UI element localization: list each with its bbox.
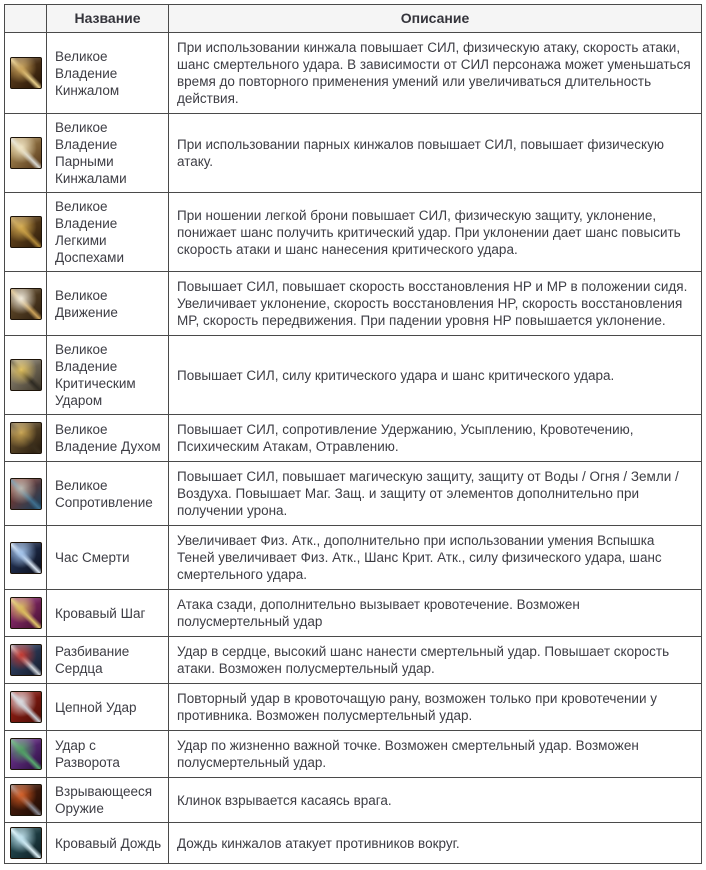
header-row [5,5,702,33]
resistance-icon [10,478,42,510]
skill-name: Кровавый Шаг [47,590,169,637]
skill-icon-cell [5,193,47,272]
skill-description: При использовании кинжала повышает СИЛ, физическую атаку, скорость атаки, шанс смертельного удара. В зависимости от СИЛ персонажа может уменьшаться время до повторного применения умений или увеличиваться длительность действия. [169,33,702,114]
table-row [5,193,702,272]
skills-table-body [5,33,702,864]
table-row [5,823,702,864]
table-row [5,33,702,114]
skills-table-header [5,5,702,33]
skill-icon-cell [5,684,47,731]
skill-icon-cell [5,731,47,778]
skill-description: Увеличивает Физ. Атк., дополнительно при использовании умения Вспышка Теней увеличивает Физ. Атк., Шанс Крит. Атк., силу физического удара, шанс смертельного удара. [169,526,702,590]
skill-name: Великое Владение Кинжалом [47,33,169,114]
spinning-strike-icon [10,738,42,770]
skill-description: Дождь кинжалов атакует противников вокруг. [169,823,702,864]
critical-strike-mastery-icon [10,359,42,391]
table-row [5,526,702,590]
skill-name: Великое Движение [47,272,169,336]
skill-description: Повторный удар в кровоточащую рану, возможен только при кровотечении у противника. Возможен полусмертельный удар. [169,684,702,731]
skill-description: Атака сзади, дополнительно вызывает кровотечение. Возможен полусмертельный удар [169,590,702,637]
movement-mastery-icon [10,288,42,320]
skill-name: Великое Владение Легкими Доспехами [47,193,169,272]
table-row [5,336,702,415]
skill-description: Повышает СИЛ, повышает скорость восстановления HP и MP в положении сидя. Увеличивает уклонение, скорость восстановления HP, скорость восстановления MP, скорость передвижения. При падении уровня HP повышается уклонение. [169,272,702,336]
bloody-rain-icon [10,827,42,859]
skill-icon-cell [5,462,47,526]
skill-description: Удар в сердце, высокий шанс нанести смертельный удар. Повышает скорость атаки. Возможен полусмертельный удар. [169,637,702,684]
skill-icon-cell [5,590,47,637]
skill-description: При ношении легкой брони повышает СИЛ, физическую защиту, уклонение, понижает шанс получить критический удар. При уклонении дает шанс повысить скорость атаки и шанс нанесения критического удара. [169,193,702,272]
skill-icon-cell [5,114,47,193]
skill-description: Повышает СИЛ, сопротивление Удержанию, Усыплению, Кровотечению, Психическим Атакам, Отравлению. [169,415,702,462]
skill-description: Удар по жизненно важной точке. Возможен смертельный удар. Возможен полусмертельный удар. [169,731,702,778]
skill-name: Цепной Удар [47,684,169,731]
icon-column-header [5,5,47,33]
name-column-header: Название [47,5,169,33]
table-row [5,637,702,684]
dagger-mastery-icon [10,57,42,89]
skill-icon-cell [5,415,47,462]
skill-name: Удар с Разворота [47,731,169,778]
skill-name: Великое Владение Парными Кинжалами [47,114,169,193]
table-row [5,415,702,462]
skill-name: Великое Сопротивление [47,462,169,526]
table-row [5,272,702,336]
description-column-header: Описание [169,5,702,33]
skill-name: Разбивание Сердца [47,637,169,684]
skill-description: Клинок взрывается касаясь врага. [169,778,702,823]
spirit-mastery-icon [10,422,42,454]
skill-name: Час Смерти [47,526,169,590]
skill-icon-cell [5,526,47,590]
table-row [5,462,702,526]
skill-icon-cell [5,272,47,336]
skill-icon-cell [5,823,47,864]
table-row [5,778,702,823]
skill-description: Повышает СИЛ, силу критического удара и шанс критического удара. [169,336,702,415]
table-row [5,731,702,778]
skill-description: При использовании парных кинжалов повышает СИЛ, повышает физическую атаку. [169,114,702,193]
light-armor-mastery-icon [10,216,42,248]
skill-icon-cell [5,336,47,415]
skill-name: Кровавый Дождь [47,823,169,864]
skill-name: Великое Владение Критическим Ударом [47,336,169,415]
skill-icon-cell [5,33,47,114]
skill-name: Великое Владение Духом [47,415,169,462]
hour-of-death-icon [10,542,42,574]
dual-dagger-mastery-icon [10,137,42,169]
chain-strike-icon [10,691,42,723]
table-row [5,684,702,731]
skills-table [4,4,702,864]
table-row [5,590,702,637]
heart-breaker-icon [10,644,42,676]
skill-icon-cell [5,637,47,684]
exploding-weapon-icon [10,784,42,816]
table-row [5,114,702,193]
skill-description: Повышает СИЛ, повышает магическую защиту, защиту от Воды / Огня / Земли / Воздуха. Повышает Маг. Защ. и защиту от элементов дополнительно при получении урона. [169,462,702,526]
bloody-step-icon [10,597,42,629]
skill-name: Взрывающееся Оружие [47,778,169,823]
skill-icon-cell [5,778,47,823]
